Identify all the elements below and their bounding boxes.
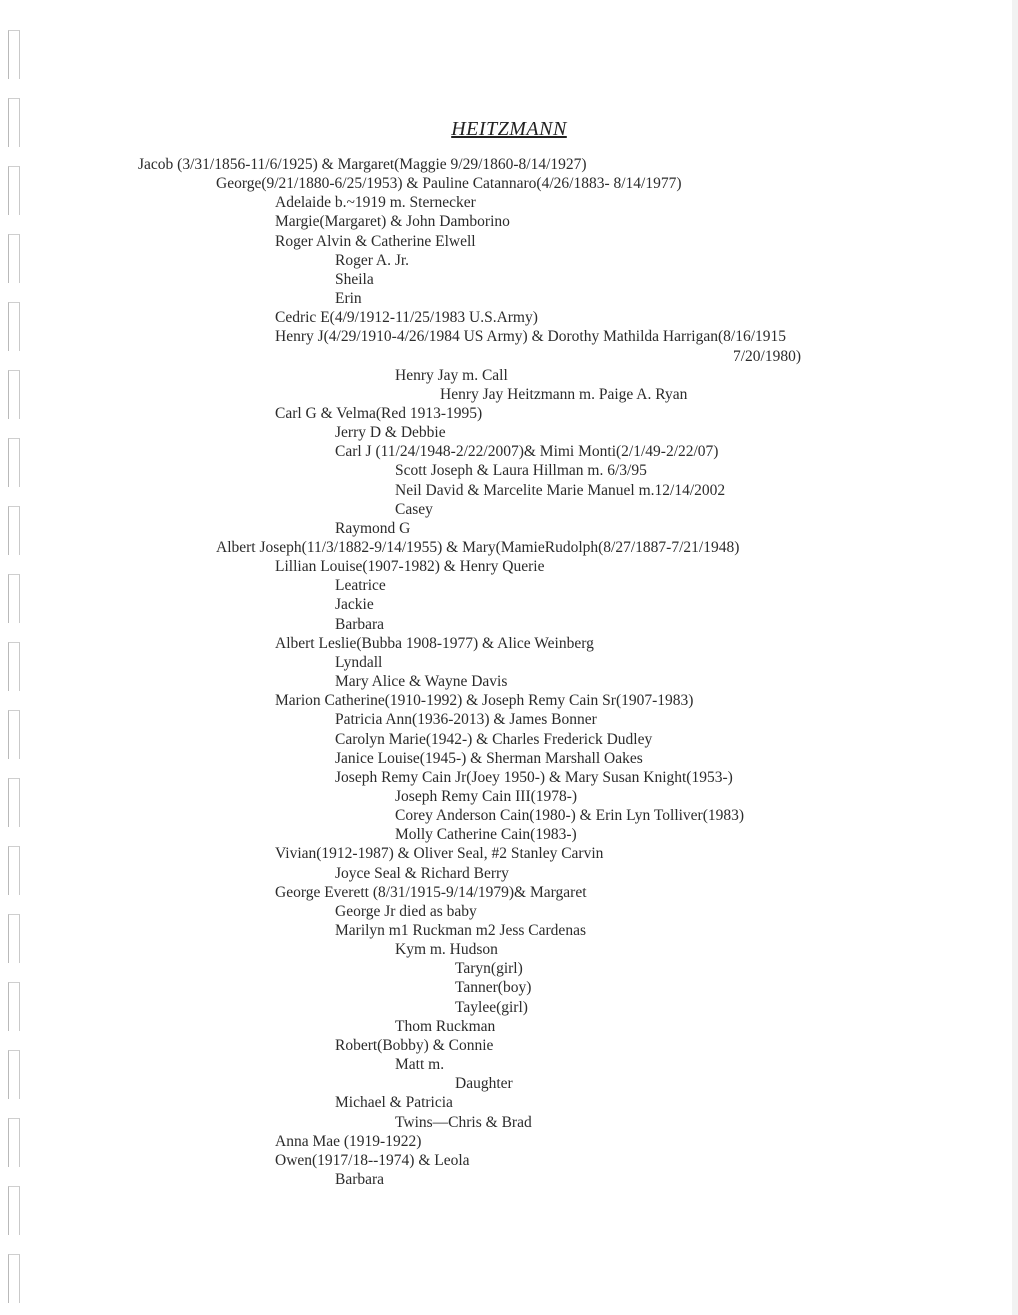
binder-hole bbox=[8, 506, 20, 555]
tree-entry: Taryn(girl) bbox=[455, 960, 523, 978]
binder-hole bbox=[8, 710, 20, 759]
tree-entry: Raymond G bbox=[335, 519, 411, 537]
tree-entry: Daughter bbox=[455, 1075, 513, 1093]
tree-entry: Joyce Seal & Richard Berry bbox=[335, 864, 509, 882]
tree-entry: Joseph Remy Cain Jr(Joey 1950-) & Mary Susan Knight(1953-) bbox=[335, 768, 733, 786]
tree-entry: Henry J(4/29/1910-4/26/1984 US Army) & Dorothy Mathilda Harrigan(8/16/1915 bbox=[275, 328, 787, 346]
tree-entry: Casey bbox=[395, 500, 433, 518]
tree-entry: Cedric E(4/9/1912-11/25/1983 U.S.Army) bbox=[275, 309, 538, 327]
page-edge bbox=[1012, 0, 1018, 1315]
binder-hole bbox=[8, 1118, 20, 1167]
page-title: HEITZMANN bbox=[451, 118, 567, 140]
tree-entry: George(9/21/1880-6/25/1953) & Pauline Catannaro(4/26/1883- 8/14/1977) bbox=[216, 175, 682, 193]
tree-entry: Lyndall bbox=[335, 653, 383, 671]
tree-entry: Leatrice bbox=[335, 577, 386, 595]
tree-entry: Carl G & Velma(Red 1913-1995) bbox=[275, 404, 483, 422]
binder-hole bbox=[8, 438, 20, 487]
tree-entry: Albert Joseph(11/3/1882-9/14/1955) & Mary(MamieRudolph(8/27/1887-7/21/1948) bbox=[216, 539, 740, 556]
binder-hole bbox=[8, 166, 20, 215]
binder-hole bbox=[8, 778, 20, 827]
tree-entry: Molly Catherine Cain(1983-) bbox=[395, 826, 577, 844]
tree-entry: Adelaide b.~1919 m. Sternecker bbox=[275, 194, 476, 212]
binder-hole bbox=[8, 642, 20, 691]
tree-entry: Neil David & Marcelite Marie Manuel m.12/14/2002 bbox=[395, 481, 726, 499]
tree-entry: Sheila bbox=[335, 270, 374, 288]
binder-hole bbox=[8, 30, 20, 79]
tree-entry: Erin bbox=[335, 290, 362, 308]
tree-entry: Robert(Bobby) & Connie bbox=[335, 1036, 494, 1054]
tree-entry: Margie(Margaret) & John Damborino bbox=[275, 213, 510, 231]
tree-entry: George Everett (8/31/1915-9/14/1979)& Margaret bbox=[275, 883, 587, 901]
binder-hole bbox=[8, 1254, 20, 1303]
tree-entry: Patricia Ann(1936-2013) & James Bonner bbox=[335, 711, 597, 729]
tree-entry: Kym m. Hudson bbox=[395, 941, 498, 959]
tree-entry: Lillian Louise(1907-1982) & Henry Querie bbox=[275, 558, 545, 576]
tree-entry: Twins—Chris & Brad bbox=[395, 1113, 532, 1131]
binder-hole bbox=[8, 302, 20, 351]
tree-entry: Taylee(girl) bbox=[455, 998, 528, 1016]
tree-entry: Owen(1917/18--1974) & Leola bbox=[275, 1151, 470, 1169]
tree-entry: Jacob (3/31/1856-11/6/1925) & Margaret(Maggie 9/29/1860-8/14/1927) bbox=[138, 156, 587, 173]
tree-entry: Roger Alvin & Catherine Elwell bbox=[275, 232, 476, 250]
binder-hole bbox=[8, 1186, 20, 1235]
binder-hole bbox=[8, 234, 20, 283]
tree-entry: Albert Leslie(Bubba 1908-1977) & Alice Weinberg bbox=[275, 634, 594, 652]
binder-hole bbox=[8, 982, 20, 1031]
tree-entry: Jackie bbox=[335, 596, 374, 614]
tree-entry: Corey Anderson Cain(1980-) & Erin Lyn Tolliver(1983) bbox=[395, 807, 745, 825]
binder-holes bbox=[0, 0, 40, 1315]
tree-entry: Marilyn m1 Ruckman m2 Jess Cardenas bbox=[335, 922, 586, 939]
tree-entry: Henry Jay m. Call bbox=[395, 366, 508, 384]
tree-entry: Henry Jay Heitzmann m. Paige A. Ryan bbox=[440, 385, 688, 403]
tree-entry: Tanner(boy) bbox=[455, 979, 532, 997]
binder-hole bbox=[8, 914, 20, 963]
binder-hole bbox=[8, 574, 20, 623]
tree-entry: Anna Mae (1919-1922) bbox=[275, 1132, 422, 1150]
tree-entry: Vivian(1912-1987) & Oliver Seal, #2 Stanley Carvin bbox=[275, 845, 604, 863]
tree-entry: Scott Joseph & Laura Hillman m. 6/3/95 bbox=[395, 462, 647, 480]
binder-hole bbox=[8, 370, 20, 419]
tree-entry: Mary Alice & Wayne Davis bbox=[335, 673, 508, 691]
tree-entry: Matt m. bbox=[395, 1056, 445, 1074]
tree-entry: Carl J (11/24/1948-2/22/2007)& Mimi Monti(2/1/49-2/22/07) bbox=[335, 443, 719, 461]
tree-entry: Thom Ruckman bbox=[395, 1017, 496, 1035]
tree-entry: 7/20/1980) bbox=[733, 347, 802, 365]
tree-entry: Joseph Remy Cain III(1978-) bbox=[395, 787, 578, 805]
tree-entry: Carolyn Marie(1942-) & Charles Frederick Dudley bbox=[335, 730, 653, 748]
tree-entry: Barbara bbox=[335, 1170, 385, 1188]
binder-hole bbox=[8, 846, 20, 895]
tree-entry: George Jr died as baby bbox=[335, 902, 477, 920]
tree-entry: Jerry D & Debbie bbox=[335, 424, 446, 442]
tree-entry: Marion Catherine(1910-1992) & Joseph Remy Cain Sr(1907-1983) bbox=[275, 692, 694, 710]
tree-entry: Michael & Patricia bbox=[335, 1094, 453, 1112]
tree-entry: Barbara bbox=[335, 615, 385, 633]
binder-hole bbox=[8, 1050, 20, 1099]
tree-entry: Janice Louise(1945-) & Sherman Marshall Oakes bbox=[335, 749, 643, 767]
tree-entry: Roger A. Jr. bbox=[335, 251, 410, 269]
